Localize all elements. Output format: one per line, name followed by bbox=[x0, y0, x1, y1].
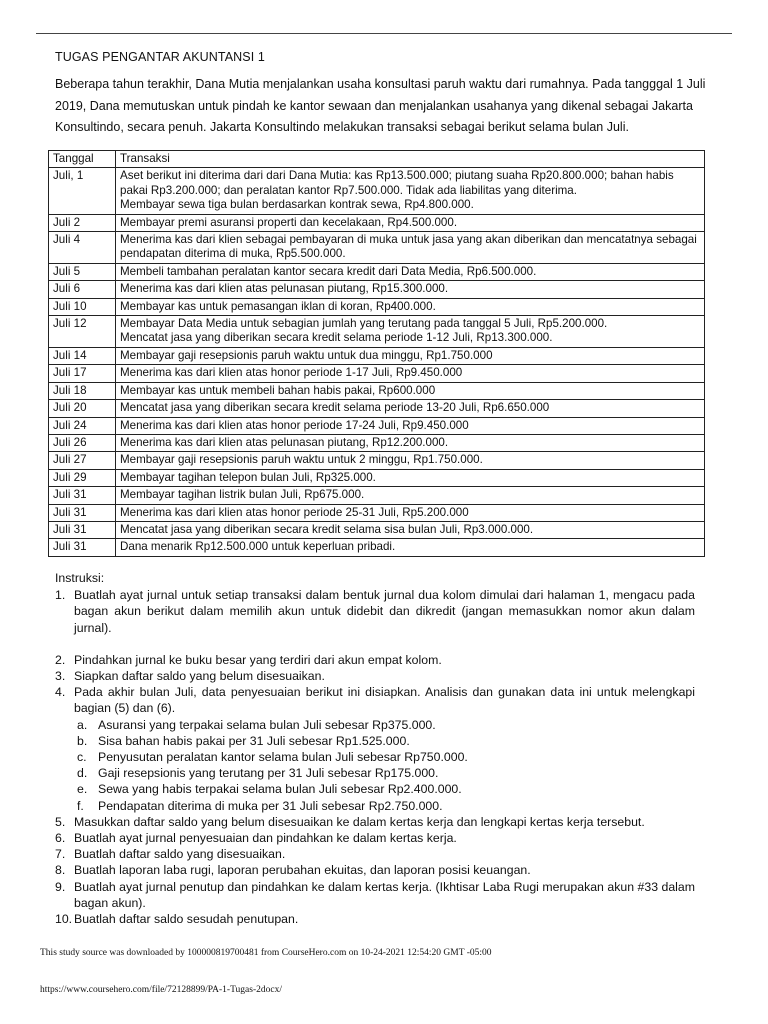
download-notice: This study source was downloaded by 100000819700481 from CourseHero.com on 10-24-2021 12:54:20 GMT -05:00 bbox=[40, 948, 492, 958]
item-number: f. bbox=[77, 798, 84, 813]
row-transaction bbox=[116, 434, 705, 451]
adjustment-item bbox=[55, 717, 695, 733]
item-number: 9. bbox=[55, 879, 66, 894]
instruction-item bbox=[55, 814, 695, 830]
document-page bbox=[53, 50, 715, 927]
item-text: Sisa bahan habis pakai per 31 Juli sebesar Rp1.525.000. bbox=[98, 733, 410, 748]
row-transaction bbox=[116, 417, 705, 434]
row-transaction bbox=[116, 168, 705, 214]
item-number: 3. bbox=[55, 669, 66, 684]
item-text: Buatlah ayat jurnal untuk setiap transaksi dalam bentuk jurnal dua kolom dimulai dari halaman 1, mengacu pada bagan akun berikut dalam memilih akun untuk didebit dan dikredit (jangan memasukkan nomor akun dalam jurnal). bbox=[74, 588, 695, 635]
table-row bbox=[49, 365, 705, 382]
header-date: Tanggal bbox=[49, 151, 116, 168]
instruction-item bbox=[55, 911, 695, 927]
adjustment-item bbox=[55, 781, 695, 797]
item-text: Buatlah ayat jurnal penutup dan pindahkan ke dalam kertas kerja. (Ikhtisar Laba Rugi merupakan akun #33 dalam bagan akun). bbox=[74, 879, 695, 910]
header-transaction: Transaksi bbox=[116, 151, 705, 168]
row-date: Juli 14 bbox=[49, 347, 116, 364]
table-row bbox=[49, 487, 705, 504]
table-row bbox=[49, 504, 705, 521]
row-date: Juli 10 bbox=[49, 298, 116, 315]
item-text: Sewa yang habis terpakai selama bulan Juli sebesar Rp2.400.000. bbox=[98, 782, 462, 797]
item-number: 7. bbox=[55, 847, 66, 862]
row-date: Juli 27 bbox=[49, 452, 116, 469]
item-number: 8. bbox=[55, 863, 66, 878]
transaction-text: Mencatat jasa yang diberikan secara kredit selama sisa bulan Juli, Rp3.000.000. bbox=[120, 522, 534, 536]
item-text: Pada akhir bulan Juli, data penyesuaian berikut ini disiapkan. Analisis dan gunakan data ini untuk melengkapi bagian (5) dan (6). bbox=[74, 685, 695, 716]
row-transaction bbox=[116, 232, 705, 264]
row-date: Juli, 1 bbox=[49, 168, 116, 214]
transaction-text: Menerima kas dari klien atas honor periode 25-31 Juli, Rp5.200.000 bbox=[120, 505, 469, 519]
item-number: 10. bbox=[55, 912, 73, 927]
transaction-text: Membayar kas untuk membeli bahan habis pakai, Rp600.000 bbox=[120, 383, 436, 397]
transaction-text: Mencatat jasa yang diberikan secara kredit selama periode 1-12 Juli, Rp13.300.000. bbox=[120, 331, 553, 345]
table-row bbox=[49, 539, 705, 556]
table-row bbox=[49, 382, 705, 399]
table-row bbox=[49, 298, 705, 315]
row-date: Juli 26 bbox=[49, 434, 116, 451]
item-text: Pindahkan jurnal ke buku besar yang terdiri dari akun empat kolom. bbox=[74, 652, 442, 667]
instruction-item bbox=[55, 830, 695, 846]
table-row bbox=[49, 469, 705, 486]
transaction-text: Membayar gaji resepsionis paruh waktu untuk dua minggu, Rp1.750.000 bbox=[120, 348, 493, 362]
table-row bbox=[49, 168, 705, 214]
instruction-item bbox=[55, 587, 695, 636]
row-date: Juli 31 bbox=[49, 504, 116, 521]
item-number: 1. bbox=[55, 588, 66, 603]
transaction-text: Membayar tagihan telepon bulan Juli, Rp325.000. bbox=[120, 470, 376, 484]
instruction-item bbox=[55, 879, 695, 911]
row-transaction bbox=[116, 316, 705, 348]
row-transaction bbox=[116, 504, 705, 521]
row-date: Juli 2 bbox=[49, 214, 116, 231]
item-text: Buatlah daftar saldo yang disesuaikan. bbox=[74, 847, 286, 862]
item-text: Asuransi yang terpakai selama bulan Juli sebesar Rp375.000. bbox=[98, 717, 436, 732]
row-transaction bbox=[116, 469, 705, 486]
transaction-text: Aset berikut ini diterima dari dari Dana Mutia: kas Rp13.500.000; piutang suaha Rp20.800.000; bahan habis pakai Rp3.200.000; dan peralatan kantor Rp7.500.000. Tidak ada liabilitas yang diterima. bbox=[120, 169, 674, 197]
item-number: b. bbox=[77, 733, 88, 748]
row-transaction bbox=[116, 281, 705, 298]
intro-paragraph: Beberapa tahun terakhir, Dana Mutia menjalankan usaha konsultasi paruh waktu dari rumahnya. Pada tangggal 1 Juli 2019, Dana memutuskan untuk pindah ke kantor sewaan dan menjalankan usahanya yang dikenal sebagai Jakarta Konsultindo, secara penuh. Jakarta Konsultindo melakukan transaksi sebagai berikut selama bulan Juli. bbox=[55, 77, 706, 134]
row-date: Juli 4 bbox=[49, 232, 116, 264]
table-row bbox=[49, 417, 705, 434]
transaction-text: Dana menarik Rp12.500.000 untuk keperluan pribadi. bbox=[120, 540, 396, 554]
adjustment-item bbox=[55, 765, 695, 781]
table-row bbox=[49, 263, 705, 280]
row-transaction bbox=[116, 487, 705, 504]
row-date: Juli 31 bbox=[49, 487, 116, 504]
instruction-item bbox=[55, 846, 695, 862]
transaction-text: Mencatat jasa yang diberikan secara kredit selama periode 13-20 Juli, Rp6.650.000 bbox=[120, 401, 550, 415]
transaction-text: Membayar Data Media untuk sebagian jumlah yang terutang pada tanggal 5 Juli, Rp5.200.000. bbox=[120, 317, 608, 331]
source-url[interactable]: https://www.coursehero.com/file/72128899/PA-1-Tugas-2docx/ bbox=[40, 985, 282, 995]
row-transaction bbox=[116, 365, 705, 382]
item-text: Buatlah ayat jurnal penyesuaian dan pindahkan ke dalam kertas kerja. bbox=[74, 831, 457, 846]
adjustment-item bbox=[55, 733, 695, 749]
instructions-heading: Instruksi: bbox=[55, 571, 105, 585]
table-row bbox=[49, 521, 705, 538]
item-number: 5. bbox=[55, 814, 66, 829]
table-row bbox=[49, 232, 705, 264]
item-number: 2. bbox=[55, 652, 66, 667]
item-number: 4. bbox=[55, 685, 66, 700]
row-transaction bbox=[116, 452, 705, 469]
item-number: c. bbox=[77, 750, 87, 765]
row-transaction bbox=[116, 263, 705, 280]
transaction-text: Menerima kas dari klien atas honor periode 1-17 Juli, Rp9.450.000 bbox=[120, 366, 463, 380]
table-row bbox=[49, 214, 705, 231]
table-header-row bbox=[49, 151, 705, 168]
item-text: Gaji resepsionis yang terutang per 31 Juli sebesar Rp175.000. bbox=[98, 766, 439, 781]
item-text: Masukkan daftar saldo yang belum disesuaikan ke dalam kertas kerja dan lengkapi kertas kerja tersebut. bbox=[74, 814, 645, 829]
instructions-section bbox=[55, 570, 695, 927]
table-row bbox=[49, 316, 705, 348]
row-transaction bbox=[116, 382, 705, 399]
instruction-item bbox=[55, 684, 695, 716]
row-date: Juli 6 bbox=[49, 281, 116, 298]
row-transaction bbox=[116, 214, 705, 231]
item-text: Penyusutan peralatan kantor selama bulan Juli sebesar Rp750.000. bbox=[98, 750, 468, 765]
spacer bbox=[55, 636, 695, 652]
row-date: Juli 31 bbox=[49, 521, 116, 538]
transaction-text: Menerima kas dari klien atas pelunasan piutang, Rp12.200.000. bbox=[120, 435, 449, 449]
row-date: Juli 24 bbox=[49, 417, 116, 434]
adjustment-item bbox=[55, 749, 695, 765]
row-date: Juli 31 bbox=[49, 539, 116, 556]
instruction-item bbox=[55, 652, 695, 668]
row-date: Juli 20 bbox=[49, 400, 116, 417]
table-row bbox=[49, 400, 705, 417]
table-row bbox=[49, 434, 705, 451]
item-text: Buatlah daftar saldo sesudah penutupan. bbox=[74, 912, 299, 927]
transaction-text: Membayar premi asuransi properti dan kecelakaan, Rp4.500.000. bbox=[120, 215, 458, 229]
transaction-text: Membayar gaji resepsionis paruh waktu untuk 2 minggu, Rp1.750.000. bbox=[120, 453, 483, 467]
row-date: Juli 29 bbox=[49, 469, 116, 486]
item-number: 6. bbox=[55, 831, 66, 846]
row-date: Juli 5 bbox=[49, 263, 116, 280]
table-row bbox=[49, 347, 705, 364]
row-transaction bbox=[116, 347, 705, 364]
transaction-text: Menerima kas dari klien atas honor periode 17-24 Juli, Rp9.450.000 bbox=[120, 418, 469, 432]
transaction-text: Menerima kas dari klien atas pelunasan piutang, Rp15.300.000. bbox=[120, 282, 449, 296]
transactions-table bbox=[48, 150, 705, 557]
table-row bbox=[49, 452, 705, 469]
item-text: Siapkan daftar saldo yang belum disesuaikan. bbox=[74, 669, 325, 684]
document-title: TUGAS PENGANTAR AKUNTANSI 1 bbox=[55, 50, 265, 64]
adjustment-item bbox=[55, 798, 695, 814]
row-transaction bbox=[116, 521, 705, 538]
item-text: Buatlah laporan laba rugi, laporan perubahan ekuitas, dan laporan posisi keuangan. bbox=[74, 863, 531, 878]
row-date: Juli 17 bbox=[49, 365, 116, 382]
row-transaction bbox=[116, 298, 705, 315]
top-rule bbox=[36, 33, 732, 34]
row-date: Juli 18 bbox=[49, 382, 116, 399]
row-date: Juli 12 bbox=[49, 316, 116, 348]
transaction-text: Membayar tagihan listrik bulan Juli, Rp675.000. bbox=[120, 488, 365, 502]
instructions-list bbox=[55, 587, 695, 927]
transaction-text: Membeli tambahan peralatan kantor secara kredit dari Data Media, Rp6.500.000. bbox=[120, 264, 537, 278]
item-number: d. bbox=[77, 766, 88, 781]
item-text: Pendapatan diterima di muka per 31 Juli sebesar Rp2.750.000. bbox=[98, 798, 443, 813]
row-transaction bbox=[116, 400, 705, 417]
item-number: e. bbox=[77, 782, 88, 797]
transaction-text: Membayar kas untuk pemasangan iklan di koran, Rp400.000. bbox=[120, 299, 436, 313]
instruction-item bbox=[55, 862, 695, 878]
row-transaction bbox=[116, 539, 705, 556]
transactions-body bbox=[49, 168, 705, 556]
transaction-text: Membayar sewa tiga bulan berdasarkan kontrak sewa, Rp4.800.000. bbox=[120, 198, 474, 212]
instruction-item bbox=[55, 668, 695, 684]
item-number: a. bbox=[77, 717, 88, 732]
transaction-text: Menerima kas dari klien sebagai pembayaran di muka untuk jasa yang akan diberikan dan mencatatnya sebagai pendapatan diterima di muka, Rp5.500.000. bbox=[120, 233, 697, 261]
table-row bbox=[49, 281, 705, 298]
